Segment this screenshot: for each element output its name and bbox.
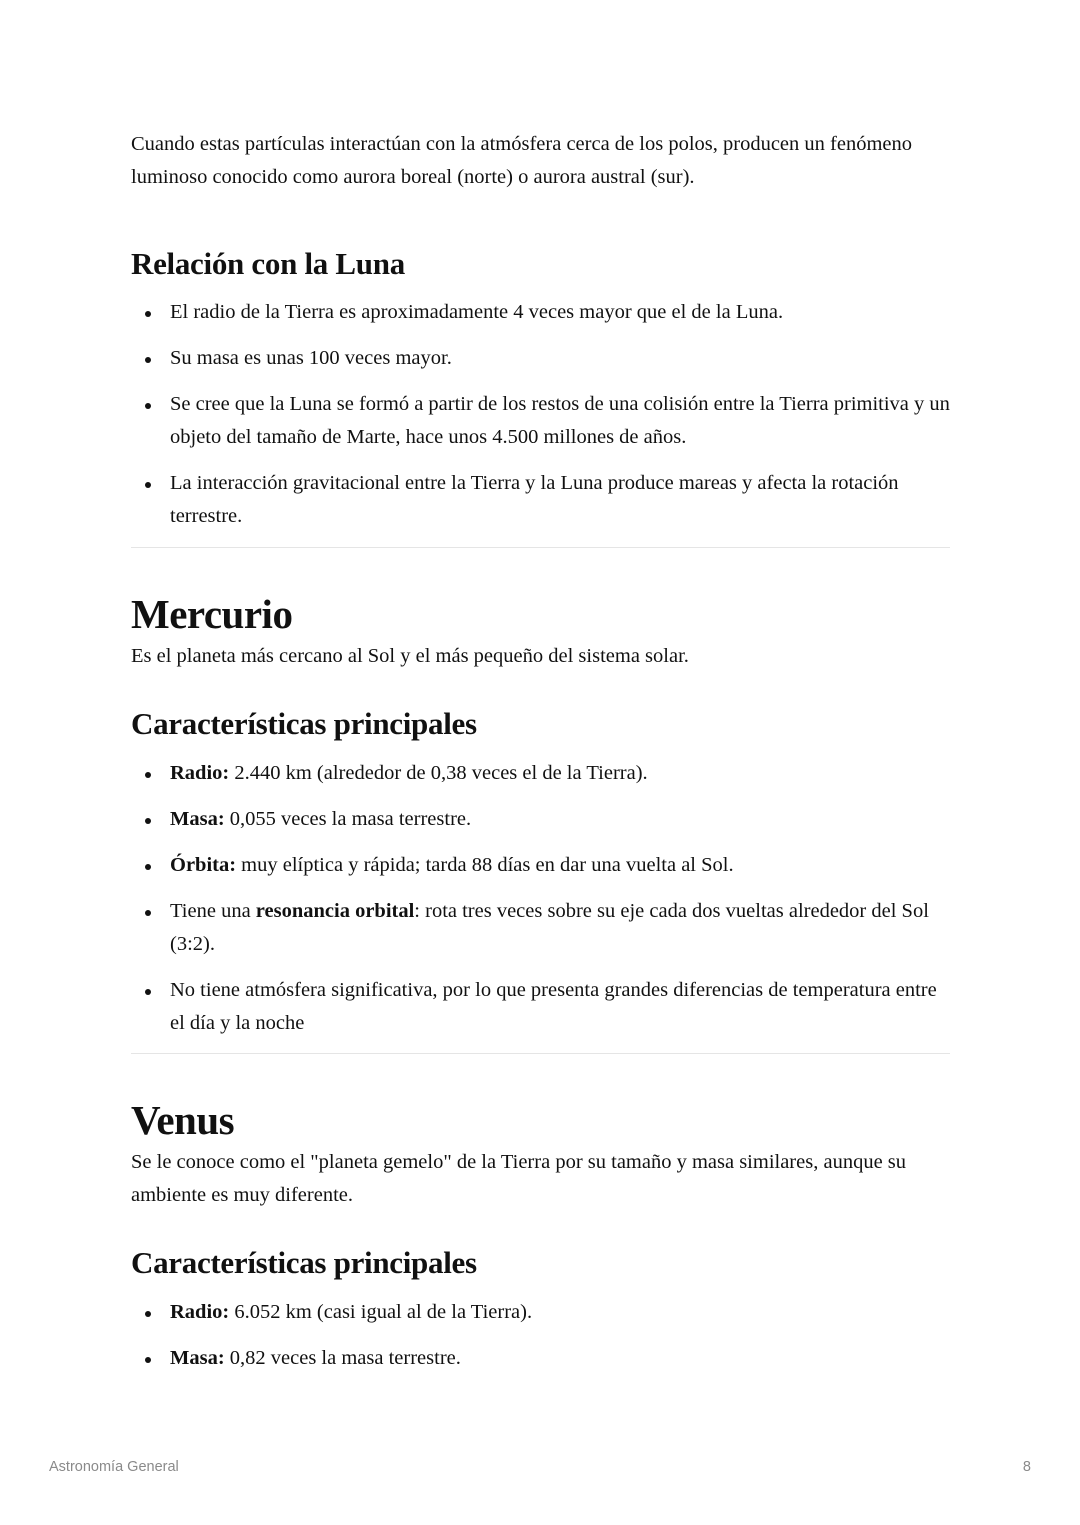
- list-item: El radio de la Tierra es aproximadamente 4 veces mayor que el de la Luna.: [131, 296, 950, 329]
- radio-value: 6.052 km (casi igual al de la Tierra).: [229, 1301, 533, 1323]
- list-item: Su masa es unas 100 veces mayor.: [131, 342, 950, 375]
- masa-value: 0,055 veces la masa terrestre.: [224, 808, 472, 830]
- list-item: No tiene atmósfera significativa, por lo que presenta grandes diferencias de temperatura entre el día y la noche: [131, 974, 950, 1040]
- mercurio-intro: Es el planeta más cercano al Sol y el más pequeño del sistema solar.: [131, 645, 689, 667]
- footer-title: Astronomía General: [49, 1459, 179, 1475]
- list-item: Se cree que la Luna se formó a partir de los restos de una colisión entre la Tierra primitiva y un objeto del tamaño de Marte, hace unos 4.500 millones de años.: [131, 388, 950, 454]
- radio-label: Radio:: [170, 762, 230, 784]
- orbita-value: muy elíptica y rápida; tarda 88 días en dar una vuelta al Sol.: [236, 854, 734, 876]
- list-item: La interacción gravitacional entre la Tierra y la Luna produce mareas y afecta la rotación terrestre.: [131, 467, 950, 533]
- venus-title: Venus: [131, 1097, 235, 1143]
- list-item: [131, 803, 950, 836]
- orbita-label: Órbita:: [170, 854, 237, 876]
- venus-intro: Se le conoce como el "planeta gemelo" de la Tierra por su tamaño y masa similares, aunque su ambiente es muy diferente.: [131, 1151, 907, 1206]
- radio-value: 2.440 km (alrededor de 0,38 veces el de la Tierra).: [229, 762, 648, 784]
- section-divider: [131, 1053, 950, 1054]
- aurora-paragraph: Cuando estas partículas interactúan con la atmósfera cerca de los polos, producen un fenómeno luminoso conocido como aurora boreal (norte) o aurora austral (sur).: [131, 133, 912, 188]
- list-item: [131, 849, 950, 882]
- list-item: [131, 757, 950, 790]
- masa-value: 0,82 veces la masa terrestre.: [224, 1347, 461, 1369]
- venus-list: [131, 1296, 950, 1375]
- list-item: [131, 1296, 950, 1329]
- venus-subheading: Características principales: [131, 1245, 477, 1280]
- mercurio-subheading: Características principales: [131, 706, 477, 741]
- list-item: [131, 1342, 950, 1375]
- masa-label: Masa:: [170, 808, 225, 830]
- masa-label: Masa:: [170, 1347, 225, 1369]
- radio-label: Radio:: [170, 1301, 230, 1323]
- list-item: Tiene una resonancia orbital: rota tres veces sobre su eje cada dos vueltas alrededor del Sol (3:2).: [131, 895, 950, 961]
- section-divider: [131, 547, 950, 548]
- page-number: 8: [1022, 1459, 1031, 1475]
- page-content: [131, 128, 950, 1375]
- mercurio-title: Mercurio: [131, 591, 293, 637]
- luna-list: [131, 296, 950, 533]
- mercurio-list: [131, 757, 950, 1040]
- luna-heading: Relación con la Luna: [131, 246, 405, 281]
- resonancia-term: resonancia orbital: [255, 900, 415, 922]
